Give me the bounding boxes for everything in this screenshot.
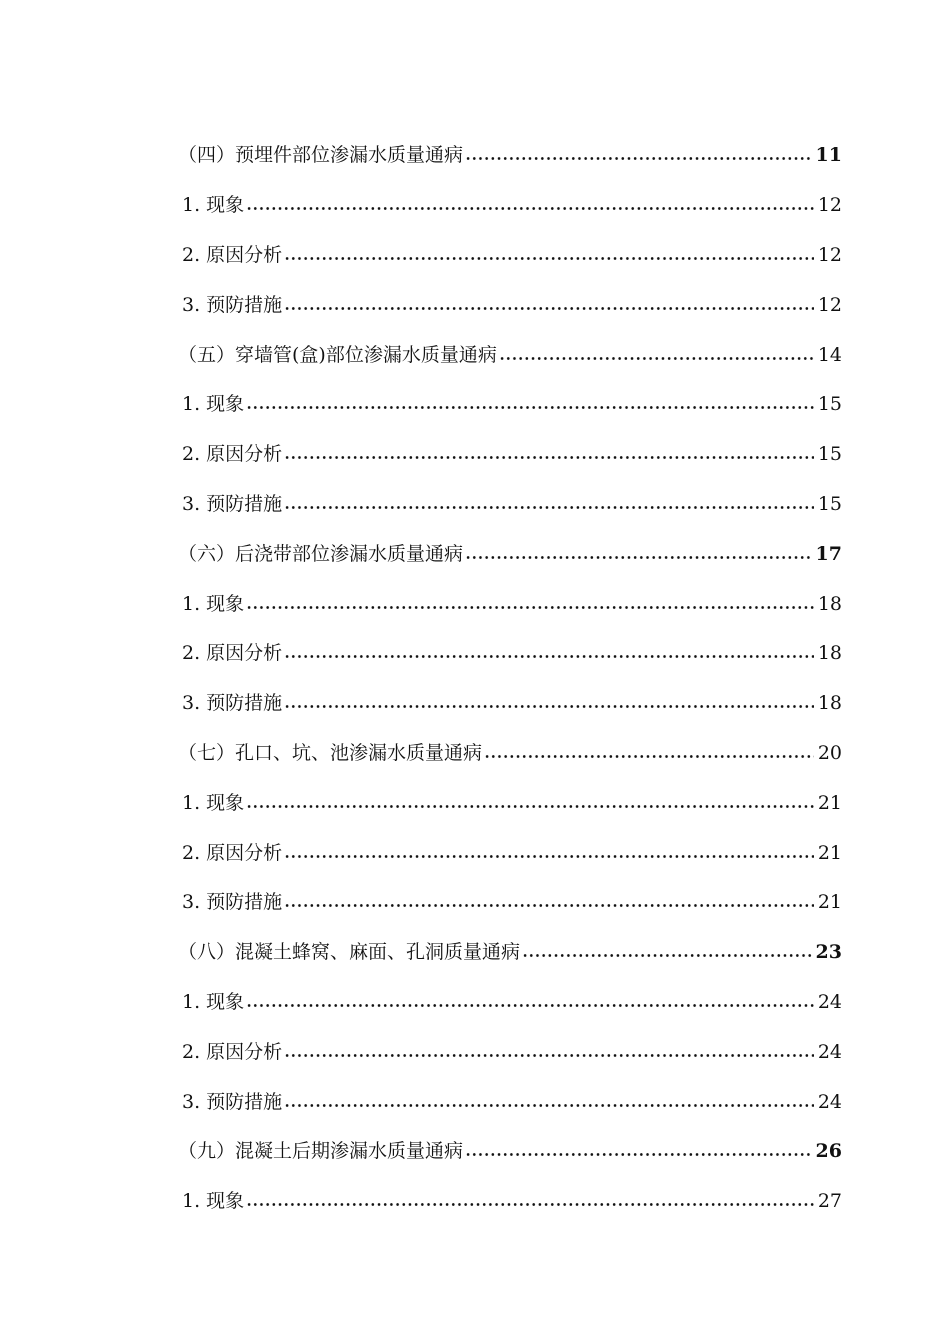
- toc-entry[interactable]: [178, 1127, 842, 1177]
- toc-entry[interactable]: [178, 828, 842, 878]
- toc-entry-label: 3. 预防措施: [182, 891, 283, 914]
- toc-entry-page: 23: [815, 941, 842, 964]
- toc-leader-dots: [284, 705, 814, 708]
- toc-leader-dots: [284, 1054, 814, 1057]
- toc-leader-dots: [246, 406, 814, 409]
- toc-entry-label: 3. 预防措施: [182, 293, 283, 316]
- toc-entry-label: 3. 预防措施: [182, 492, 283, 515]
- toc-entry-page: 24: [817, 1040, 842, 1063]
- toc-leader-dots: [284, 456, 814, 459]
- toc-entry[interactable]: [178, 729, 842, 779]
- toc-entry-page: 12: [817, 194, 842, 217]
- toc-leader-dots: [284, 1104, 814, 1107]
- toc-entry-label: （九）混凝土后期渗漏水质量通病: [178, 1140, 464, 1163]
- toc-leader-dots: [246, 207, 814, 210]
- toc-entry[interactable]: [178, 181, 842, 231]
- toc-entry[interactable]: [178, 579, 842, 629]
- toc-entry-page: 27: [817, 1190, 842, 1213]
- toc-entry-page: 18: [817, 692, 842, 715]
- toc-entry[interactable]: [178, 629, 842, 679]
- toc-leader-dots: [484, 755, 814, 758]
- toc-entry[interactable]: [178, 480, 842, 530]
- toc-leader-dots: [465, 556, 812, 559]
- toc-entry-label: 2. 原因分析: [182, 443, 283, 466]
- toc-leader-dots: [246, 1004, 814, 1007]
- toc-entry[interactable]: [178, 1177, 842, 1227]
- toc-entry-label: 1. 现象: [182, 1190, 245, 1213]
- toc-entry-page: 20: [817, 741, 842, 764]
- toc-entry-page: 21: [817, 791, 842, 814]
- toc-leader-dots: [522, 954, 812, 957]
- toc-entry-page: 18: [817, 592, 842, 615]
- toc-entry[interactable]: [178, 430, 842, 480]
- toc-leader-dots: [284, 655, 814, 658]
- toc-entry-label: 3. 预防措施: [182, 1090, 283, 1113]
- toc-leader-dots: [465, 1153, 812, 1156]
- toc-entry[interactable]: [178, 978, 842, 1028]
- toc-leader-dots: [284, 257, 814, 260]
- toc-entry[interactable]: [178, 380, 842, 430]
- toc-entry-page: 18: [817, 642, 842, 665]
- toc-leader-dots: [284, 904, 814, 907]
- toc-entry-page: 12: [817, 293, 842, 316]
- toc-leader-dots: [246, 1203, 814, 1206]
- toc-entry-label: 3. 预防措施: [182, 692, 283, 715]
- toc-entry[interactable]: [178, 679, 842, 729]
- toc-entry-label: 2. 原因分析: [182, 1040, 283, 1063]
- toc-entry-page: 14: [817, 343, 842, 366]
- toc-entry-page: 24: [817, 990, 842, 1013]
- toc-entry-label: 1. 现象: [182, 194, 245, 217]
- toc-entry[interactable]: [178, 878, 842, 928]
- toc-entry-label: 1. 现象: [182, 393, 245, 416]
- toc-entry-page: 11: [815, 144, 842, 167]
- toc-entry[interactable]: [178, 1027, 842, 1077]
- toc-entry[interactable]: [178, 330, 842, 380]
- toc-entry[interactable]: [178, 529, 842, 579]
- toc-entry[interactable]: [178, 1077, 842, 1127]
- toc-entry-page: 15: [817, 492, 842, 515]
- toc-entry[interactable]: [178, 928, 842, 978]
- toc-entry-page: 15: [817, 393, 842, 416]
- toc-entry-page: 15: [817, 443, 842, 466]
- toc-entry[interactable]: [178, 131, 842, 181]
- toc-entry-label: （六）后浇带部位渗漏水质量通病: [178, 542, 464, 565]
- toc-entry-page: 21: [817, 891, 842, 914]
- toc-entry-label: 2. 原因分析: [182, 642, 283, 665]
- toc-entry-page: 12: [817, 243, 842, 266]
- toc-entry-label: 1. 现象: [182, 592, 245, 615]
- toc-entry[interactable]: [178, 231, 842, 281]
- toc-entry-label: （七）孔口、坑、池渗漏水质量通病: [178, 741, 483, 764]
- toc-leader-dots: [465, 157, 812, 160]
- toc-entry-label: （五）穿墙管(盒)部位渗漏水质量通病: [178, 343, 497, 366]
- toc-entry-label: 2. 原因分析: [182, 841, 283, 864]
- toc-entry-label: 1. 现象: [182, 791, 245, 814]
- toc-leader-dots: [284, 307, 814, 310]
- toc-entry[interactable]: [178, 778, 842, 828]
- toc-entry-label: 2. 原因分析: [182, 243, 283, 266]
- toc-leader-dots: [246, 805, 814, 808]
- toc-entry-page: 21: [817, 841, 842, 864]
- toc-leader-dots: [284, 855, 814, 858]
- toc-leader-dots: [284, 506, 814, 509]
- toc-entry-page: 17: [815, 542, 842, 565]
- toc-entry-page: 26: [815, 1140, 842, 1163]
- toc-entry-label: 1. 现象: [182, 990, 245, 1013]
- table-of-contents: [178, 131, 842, 1227]
- toc-leader-dots: [499, 357, 814, 360]
- toc-entry-page: 24: [817, 1090, 842, 1113]
- toc-leader-dots: [246, 606, 814, 609]
- toc-entry-label: （四）预埋件部位渗漏水质量通病: [178, 144, 464, 167]
- toc-entry-label: （八）混凝土蜂窝、麻面、孔洞质量通病: [178, 941, 521, 964]
- toc-entry[interactable]: [178, 280, 842, 330]
